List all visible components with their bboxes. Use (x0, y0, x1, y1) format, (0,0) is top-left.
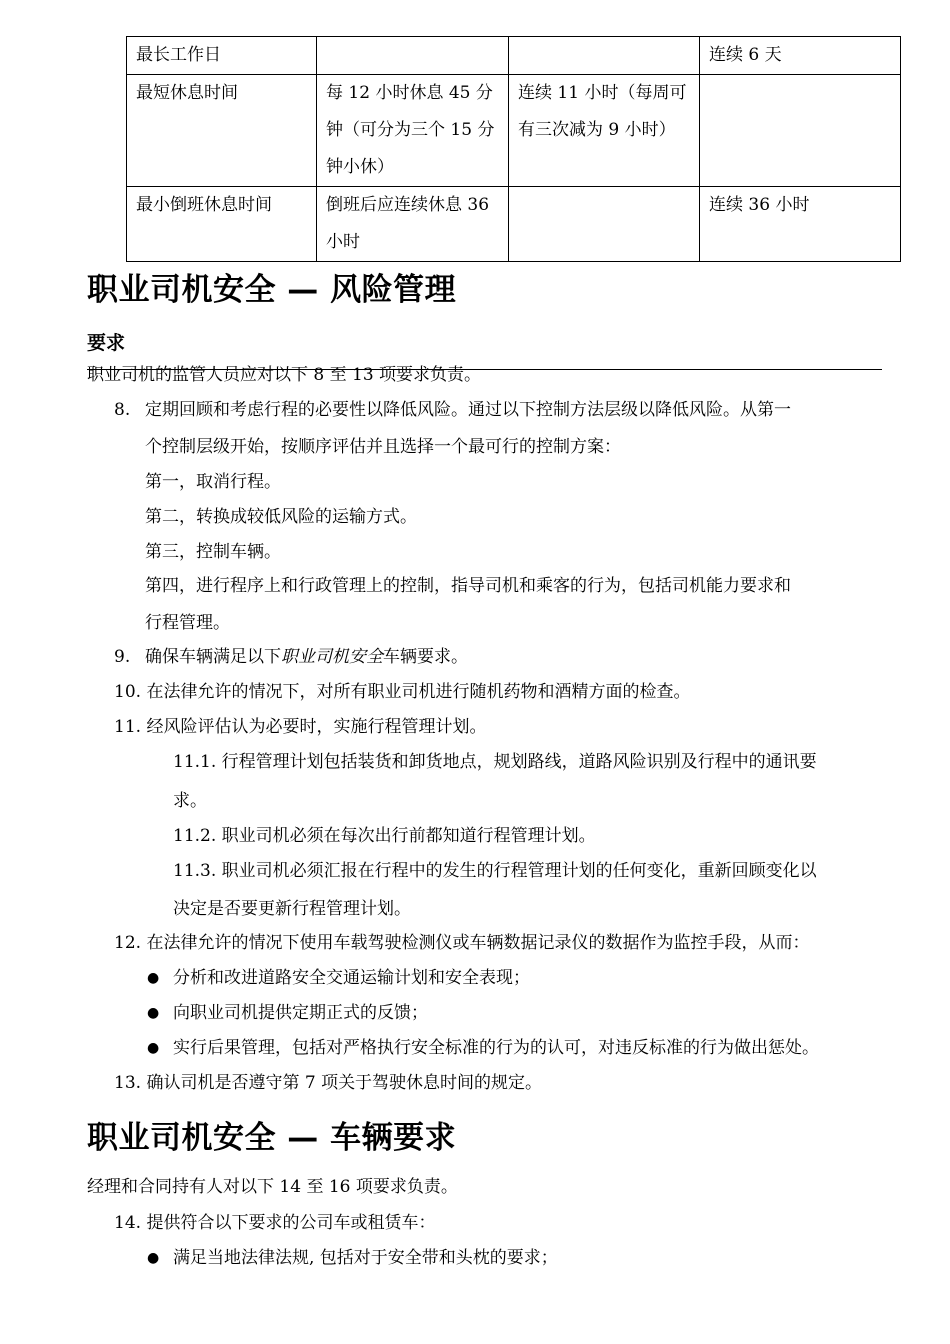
bullet-icon: ● (147, 970, 160, 986)
control-step: 第三，控制车辆。 (145, 542, 281, 562)
list-item: 12. 在法律允许的情况下使用车载驾驶检测仪或车辆数据记录仪的数据作为监控手段，从而： (114, 933, 810, 953)
bullet-item (147, 1031, 819, 1066)
list-item: 10. 在法律允许的情况下，对所有职业司机进行随机药物和酒精方面的检查。 (114, 682, 691, 702)
bullet-text: 向职业司机提供定期正式的反馈； (173, 1003, 428, 1023)
list-item-text (145, 640, 468, 675)
list-item-text: 定期回顾和考虑行程的必要性以降低风险。通过以下控制方法层级以降低风险。从第一 (145, 400, 791, 420)
link-term: 职业司机安全 (281, 647, 383, 667)
list-item-text: 个控制层级开始，按顺序评估并且选择一个最可行的控制方案： (145, 437, 621, 457)
table-row (127, 75, 901, 187)
section-heading-vehicle-requirements: 职业司机安全 — 车辆要求 (87, 1120, 457, 1156)
table-cell: 最长工作日 (127, 37, 317, 75)
bullet-icon: ● (147, 1005, 160, 1021)
control-step: 第四，进行程序上和行政管理上的控制，指导司机和乘客的行为，包括司机能力要求和 (145, 576, 791, 596)
control-step: 第二，转换成较低风险的运输方式。 (145, 507, 417, 527)
table-cell: 连续 36 小时 (700, 187, 901, 262)
table-row (127, 187, 901, 262)
bullet-item (147, 1241, 558, 1276)
driving-hours-table (126, 36, 901, 262)
list-item-number: 9. (114, 647, 131, 667)
control-step: 行程管理。 (145, 613, 230, 633)
table-cell: 倒班后应连续休息 36 小时 (317, 187, 509, 262)
table-cell: 连续 11 小时（每周可有三次减为 9 小时） (509, 75, 700, 187)
section-heading-risk-management: 职业司机安全 — 风险管理 (87, 272, 457, 308)
bullet-item (147, 961, 530, 996)
sub-list-item: 11.3. 职业司机必须汇报在行程中的发生的行程管理计划的任何变化，重新回顾变化以 (173, 861, 817, 881)
sub-list-item: 11.2. 职业司机必须在每次出行前都知道行程管理计划。 (173, 826, 596, 846)
sub-list-item: 求。 (173, 791, 207, 811)
bullet-text: 满足当地法律法规, 包括对于安全带和头枕的要求； (173, 1248, 558, 1268)
bullet-text: 分析和改进道路安全交通运输计划和安全表现； (173, 968, 530, 988)
table-cell (317, 37, 509, 75)
table-cell: 最小倒班休息时间 (127, 187, 317, 262)
bullet-icon: ● (147, 1250, 160, 1266)
control-step: 第一，取消行程。 (145, 472, 281, 492)
table-row (127, 37, 901, 75)
bullet-item (147, 996, 428, 1031)
list-item: 13. 确认司机是否遵守第 7 项关于驾驶休息时间的规定。 (114, 1073, 543, 1093)
table-cell: 连续 6 天 (700, 37, 901, 75)
sub-list-item: 决定是否要更新行程管理计划。 (173, 899, 411, 919)
subheading-requirements: 要求 (87, 332, 126, 354)
bullet-icon: ● (147, 1040, 160, 1056)
list-item-text-part: 车辆要求。 (383, 647, 468, 667)
list-item-number: 8. (114, 400, 131, 420)
list-item: 14. 提供符合以下要求的公司车或租赁车： (114, 1213, 436, 1233)
table-cell: 每 12 小时休息 45 分钟（可分为三个 15 分钟小休） (317, 75, 509, 187)
table-cell (509, 187, 700, 262)
section-intro: 经理和合同持有人对以下 14 至 16 项要求负责。 (87, 1177, 458, 1197)
sub-list-item: 11.1. 行程管理计划包括装货和卸货地点，规划路线，道路风险识别及行程中的通讯要 (173, 752, 817, 772)
table-cell (700, 75, 901, 187)
heading-rule (87, 369, 882, 370)
bullet-text: 实行后果管理，包括对严格执行安全标准的行为的认可，对违反标准的行为做出惩处。 (173, 1038, 819, 1058)
table-cell: 最短休息时间 (127, 75, 317, 187)
table-cell (509, 37, 700, 75)
list-item: 11. 经风险评估认为必要时，实施行程管理计划。 (114, 717, 487, 737)
section-intro: 职业司机的监管人员应对以下 8 至 13 项要求负责。 (87, 365, 482, 385)
list-item-text-part: 确保车辆满足以下 (145, 647, 281, 667)
